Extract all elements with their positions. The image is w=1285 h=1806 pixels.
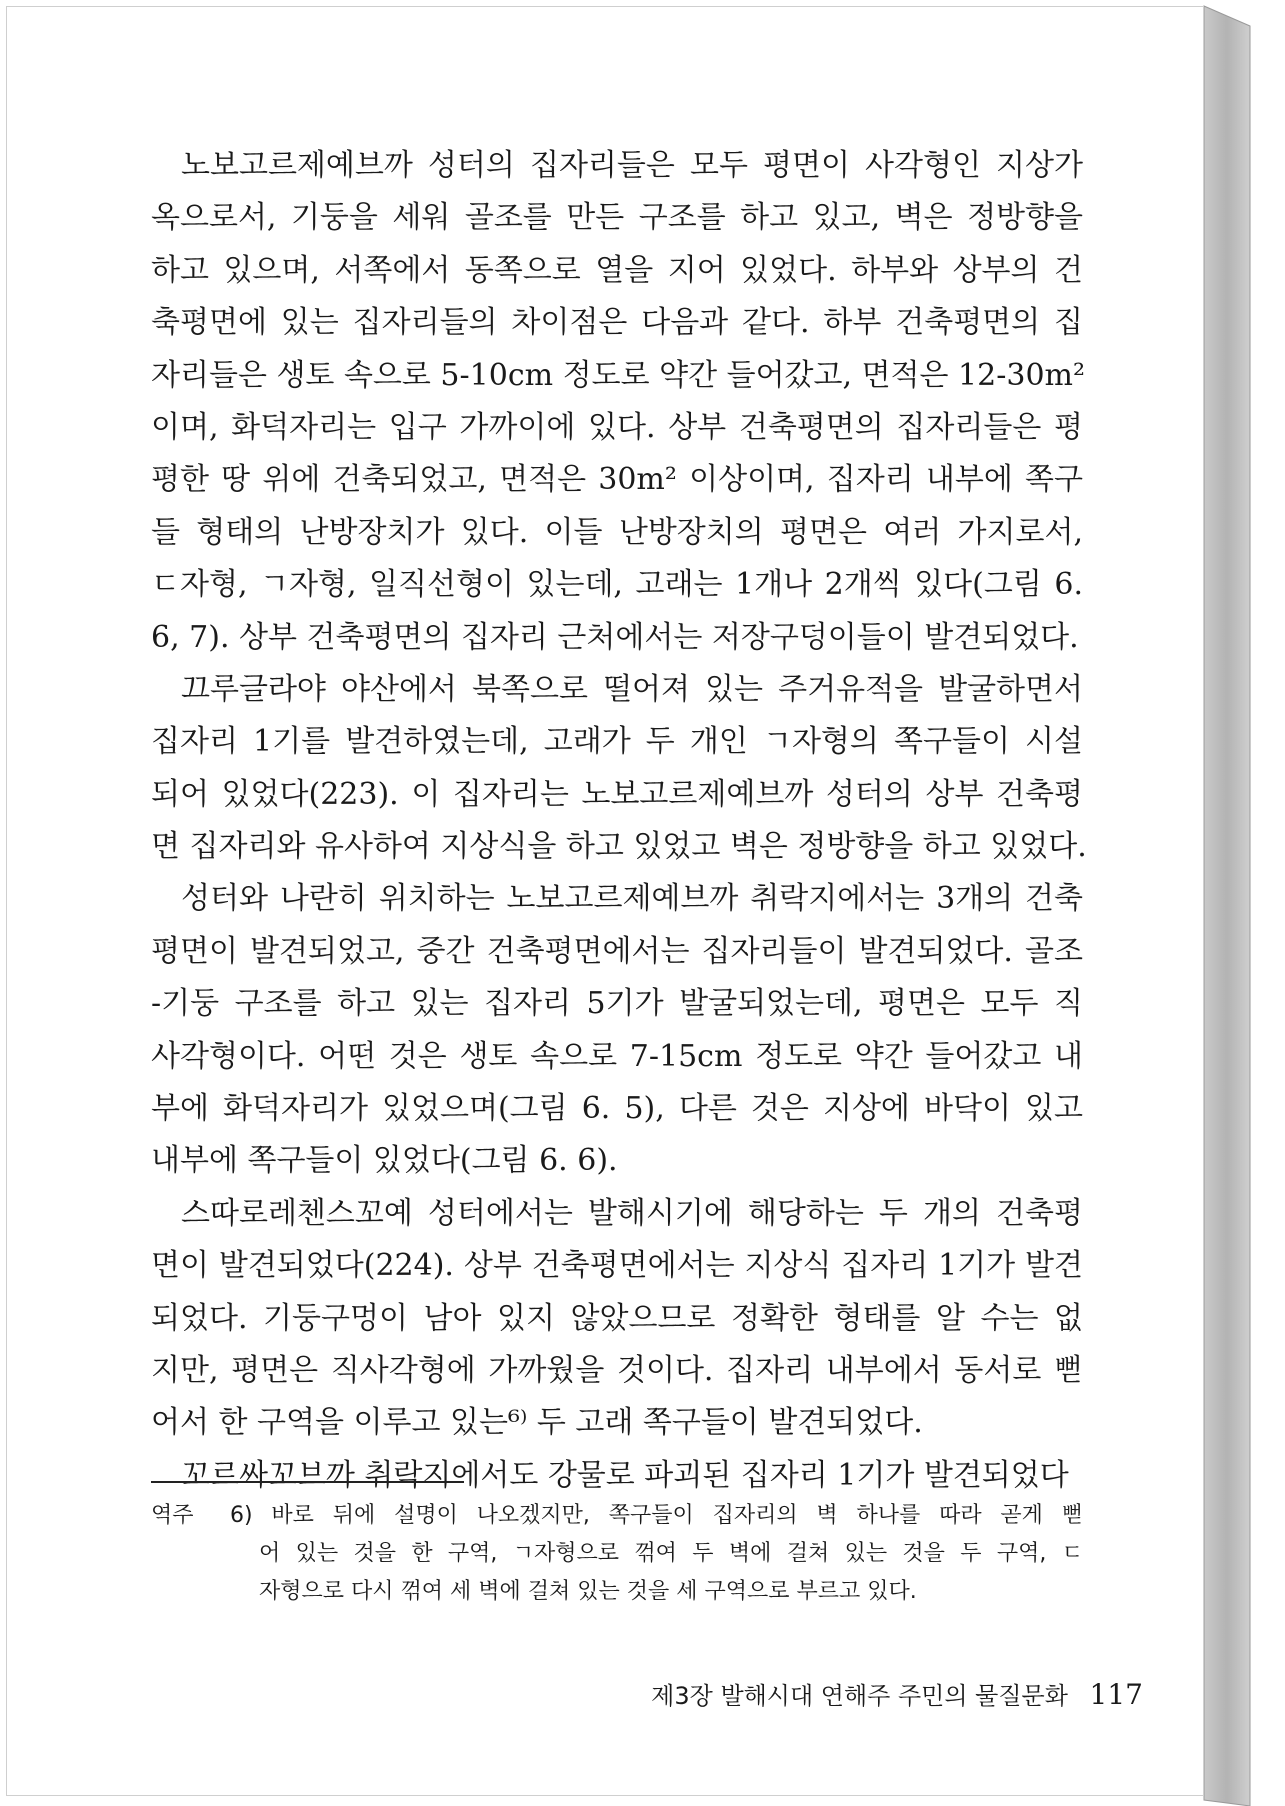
text-line: -기둥 구조를 하고 있는 집자리 5기가 발굴되었는데, 평면은 모두 직 (151, 986, 1083, 1022)
text-line: 부에 화덕자리가 있었으며(그림 6. 5), 다른 것은 지상에 바닥이 있고 (151, 1091, 1083, 1127)
body-text (151, 140, 1087, 1502)
text-line: 되었다. 기둥구멍이 남아 있지 않았으므로 정확한 형태를 알 수는 없 (151, 1300, 1083, 1336)
text-line: 면이 발견되었다(224). 상부 건축평면에서는 지상식 집자리 1기가 발견 (151, 1248, 1083, 1284)
footnote-line: 6) 바로 뒤에 설명이 나오겠지만, 쪽구들이 집자리의 벽 하나를 따라 곧게 뻗 (230, 1503, 1083, 1528)
text-line: 옥으로서, 기둥을 세워 골조를 만든 구조를 하고 있고, 벽은 정방향을 (151, 200, 1083, 236)
book-page-edge (1200, 0, 1285, 1806)
footnote-label: 역주 (151, 1503, 194, 1528)
text-line: 스따로레첸스꼬예 성터에서는 발해시기에 해당하는 두 개의 건축평 (181, 1195, 1083, 1231)
footnote-line: 어 있는 것을 한 구역, ㄱ자형으로 꺾여 두 벽에 걸쳐 있는 것을 두 구역, ㄷ (259, 1541, 1083, 1566)
footnote-body (230, 1497, 1083, 1611)
text-line: 이며, 화덕자리는 입구 가까이에 있다. 상부 건축평면의 집자리들은 평 (151, 409, 1083, 445)
text-line: 6, 7). 상부 건축평면의 집자리 근처에서는 저장구덩이들이 발견되었다. (151, 619, 1079, 655)
text-line: 지만, 평면은 직사각형에 가까웠을 것이다. 집자리 내부에서 동서로 뻗 (151, 1352, 1083, 1388)
text-line: 내부에 쪽구들이 있었다(그림 6. 6). (151, 1143, 618, 1179)
footnote-line: 자형으로 다시 꺾여 세 벽에 걸쳐 있는 것을 세 구역으로 부르고 있다. (259, 1579, 917, 1604)
running-footer (651, 1676, 1143, 1711)
chapter-title: 제3장 발해시대 연해주 주민의 물질문화 (651, 1682, 1068, 1710)
page-number: 117 (1089, 1678, 1143, 1711)
text-line: 평한 땅 위에 건축되었고, 면적은 30m² 이상이며, 집자리 내부에 쪽구 (151, 462, 1083, 498)
text-line: 평면이 발견되었고, 중간 건축평면에서는 집자리들이 발견되었다. 골조 (151, 933, 1083, 969)
text-line: 어서 한 구역을 이루고 있는⁶⁾ 두 고래 쪽구들이 발견되었다. (151, 1405, 923, 1441)
text-line: 사각형이다. 어떤 것은 생토 속으로 7-15cm 정도로 약간 들어갔고 내 (151, 1038, 1083, 1074)
text-line: 되어 있었다(223). 이 집자리는 노보고르제예브까 성터의 상부 건축평 (151, 776, 1083, 812)
text-line: 면 집자리와 유사하여 지상식을 하고 있었고 벽은 정방향을 하고 있었다. (151, 829, 1087, 865)
text-line: ㄷ자형, ㄱ자형, 일직선형이 있는데, 고래는 1개나 2개씩 있다(그림 6. (151, 567, 1083, 603)
text-line: 노보고르제예브까 성터의 집자리들은 모두 평면이 사각형인 지상가 (181, 148, 1083, 183)
text-line: 집자리 1기를 발견하였는데, 고래가 두 개인 ㄱ자형의 쪽구들이 시설 (151, 724, 1083, 760)
text-line: 꼬르싸꼬브까 취락지에서도 강물로 파괴된 집자리 1기가 발견되었다 (181, 1457, 1069, 1493)
text-line: 하고 있으며, 서쪽에서 동쪽으로 열을 지어 있었다. 하부와 상부의 건 (151, 252, 1083, 288)
text-line: 성터와 나란히 위치하는 노보고르제예브까 취락지에서는 3개의 건축 (181, 881, 1083, 917)
text-line: 들 형태의 난방장치가 있다. 이들 난방장치의 평면은 여러 가지로서, (151, 514, 1083, 550)
text-line: 자리들은 생토 속으로 5-10cm 정도로 약간 들어갔고, 면적은 12-30m² (151, 357, 1086, 393)
text-line: 축평면에 있는 집자리들의 차이점은 다음과 같다. 하부 건축평면의 집 (151, 305, 1083, 341)
footnote-divider (151, 1481, 464, 1483)
text-line: 끄루글라야 야산에서 북쪽으로 떨어져 있는 주거유적을 발굴하면서 (181, 671, 1083, 707)
